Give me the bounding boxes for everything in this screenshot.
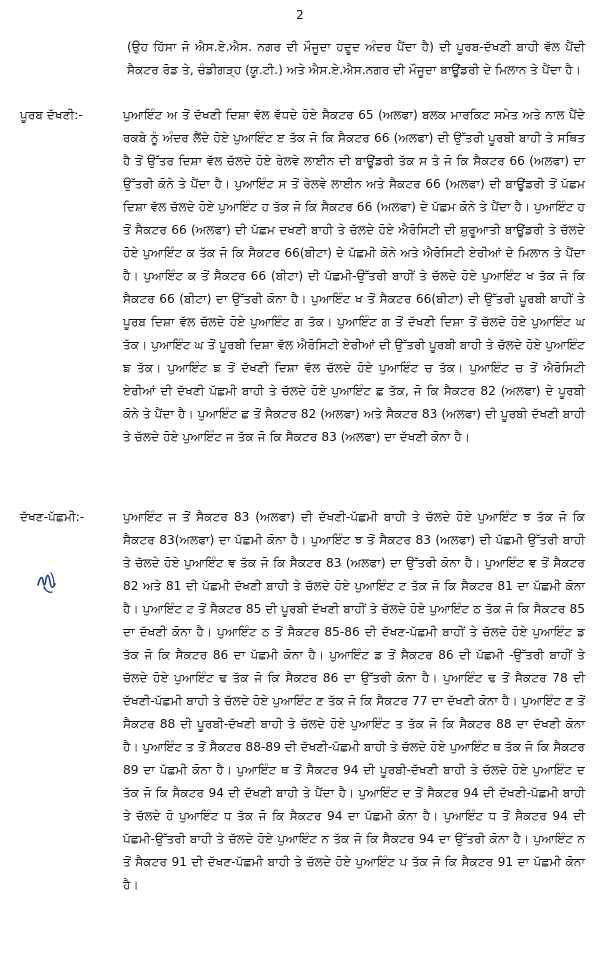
intro-paragraph	[20, 36, 585, 82]
southwest-boundary-label: ਦੱਖਣ-ਪੱਛਮੀ:-	[20, 510, 85, 524]
east-boundary-section	[20, 104, 585, 449]
intro-text: (ਉਹ ਹਿੱਸਾ ਜੋ ਐਸ.ਏ.ਐਸ. ਨਗਰ ਦੀ ਮੌਜੂਦਾ ਹਦੂਦ ਅੰਦਰ ਪੈਂਦਾ ਹੈ) ਦੀ ਪੂਰਬ-ਦੱਖਣੀ ਬਾਹੀ ਵੱਲ ਪੈਂਦੀ ਸੈਕਟਰ ਰੋਡ ਤੇ, ਚੰਡੀਗੜ੍ਹ (ਯੂ.ਟੀ.) ਅਤੇ ਐਸ.ਏ.ਐਸ.ਨਗਰ ਦੀ ਮੌਜੂਦਾ ਬਾਊਂਡਰੀ ਦੇ ਮਿਲਾਨ ਤੇ ਪੈਂਦਾ ਹੈ।	[127, 40, 585, 77]
signature-mark	[34, 567, 58, 597]
east-boundary-label: ਪੂਰਬ ਦੱਖਣੀ:-	[20, 108, 83, 122]
southwest-boundary-section	[20, 506, 585, 897]
page-number: 2	[296, 8, 304, 22]
east-boundary-text: ਪੁਆਇੰਟ ਅ ਤੋਂ ਦੱਖਣੀ ਦਿਸ਼ਾ ਵੱਲ ਵੱਧਦੇ ਹੋਏ ਸੈਕਟਰ 65 (ਅਲਫਾ) ਬਲਕ ਮਾਰਕਿਟ ਸਮੇਤ ਅਤੇ ਨਾਲ ਪੈਂਦੇ ਰਕਬੇ ਨੂੰ ਅੰਦਰ ਲੈਂਦੇ ਹੋਏ ਪੁਆਇੰਟ ੲ ਤੱਕ ਜੋ ਕਿ ਸੈਕਟਰ 66 (ਅਲਫਾ) ਦੀ ਉੱਤਰੀ ਪੂਰਬੀ ਬਾਹੀ ਤੇ ਸਥਿਤ ਹੈ ਤੋਂ ਉੱਤਰ ਦਿਸ਼ਾ ਵੱਲ ਚੱਲਦੇ ਹੋਏ ਰੇਲਵੇ ਲਾਈਨ ਦੀ ਬਾਊਂਡਰੀ ਤੱਕ ਸ ਤੇ ਜੋ ਕਿ ਸੈਕਟਰ 66 (ਅਲਫਾ) ਦਾ ਉੱਤਰੀ ਕੋਨੇ ਤੇ ਪੈਂਦਾ ਹੈ। ਪੁਆਇੰਟ ਸ ਤੋਂ ਰੇਲਵੇ ਲਾਈਨ ਅਤੇ ਸੈਕਟਰ 66 (ਅਲਫਾ) ਦੀ ਬਾਊਂਡਰੀ ਤੋਂ ਪੱਛਮ ਦਿਸ਼ਾ ਵੱਲ ਚੱਲਦੇ ਹੋਏ ਪੁਆਇੰਟ ਹ ਤੱਕ ਜੋ ਕਿ ਸੈਕਟਰ 66 (ਅਲਫਾ) ਦੇ ਪੱਛਮ ਕੋਨੇ ਤੇ ਪੈਂਦਾ ਹੈ। ਪੁਆਇੰਟ ਹ ਤੋਂ ਸੈਕਟਰ 66 (ਅਲਫਾ) ਦੀ ਪੱਛਮ ਦਖਣੀ ਬਾਹੀ ਤੇ ਚੱਲਦੇ ਹੋਏ ਐਰੋਸਿਟੀ ਦੀ ਸ਼ੁਰੂਆਤੀ ਬਾਊਂਡਰੀ ਤੇ ਚੱਲਦੇ ਹੋਏ ਪੁਆਇੰਟ ਕ ਤੱਕ ਜੋ ਕਿ ਸੈਕਟਰ 66(ਬੀਟਾ) ਦੇ ਪੱਛਮੀ ਕੋਨੇ ਅਤੇ ਐਰੋਸਿਟੀ ਏਰੀਆਂ ਦੇ ਮਿਲਾਨ ਤੇ ਪੈਂਦਾ ਹੈ। ਪੁਆਇੰਟ ਕ ਤੋਂ ਸੈਕਟਰ 66 (ਬੀਟਾ) ਦੀ ਪੱਛਮੀ-ਉੱਤਰੀ ਬਾਹੀਂ ਤੇ ਚੱਲਦੇ ਹੋਏ ਪੁਆਇੰਟ ਖ ਤੱਕ ਜੋ ਕਿ ਸੈਕਟਰ 66 (ਬੀਟਾ) ਦਾ ਉੱਤਰੀ ਕੋਨਾ ਹੈ। ਪੁਆਇੰਟ ਖ ਤੋਂ ਸੈਕਟਰ 66(ਬੀਟਾ) ਦੀ ਉੱਤਰੀ ਪੂਰਬੀ ਬਾਹੀਂ ਤੇ ਪੂਰਬ ਦਿਸ਼ਾ ਵੱਲ ਚੱਲਦੇ ਹੋਏ ਪੁਆਇੰਟ ਗ ਤੱਕ। ਪੁਆਇੰਟ ਗ ਤੋਂ ਦੱਖਣੀ ਦਿਸ਼ਾ ਤੋਂ ਚੱਲਦੇ ਹੋਏ ਪੁਆਇੰਟ ਘ ਤੱਕ। ਪੁਆਇੰਟ ਘ ਤੋਂ ਪੂਰਬੀ ਦਿਸ਼ਾ ਵੱਲ ਐਰੋਸਿਟੀ ਏਰੀਆਂ ਦੀ ਉੱਤਰੀ ਪੂਰਬੀ ਬਾਹੀ ਤੇ ਚੱਲਦੇ ਹੋਏ ਪੁਆਇੰਟ ਙ ਤੱਕ। ਪੁਆਇੰਟ ਙ ਤੋਂ ਦੱਖਣੀ ਦਿਸ਼ਾ ਵੱਲ ਚੱਲਦੇ ਹੋਏ ਪੁਆਇੰਟ ਚ ਤੱਕ। ਪੁਆਇੰਟ ਚ ਤੋਂ ਐਰੋਸਿਟੀ ਏਰੀਆਂ ਦੀ ਦੱਖਣੀ ਪੱਛਮੀ ਬਾਹੀ ਤੇ ਚੱਲਦੇ ਹੋਏ ਪੁਆਇੰਟ ਛ ਤੱਕ, ਜੋ ਕਿ ਸੈਕਟਰ 82 (ਅਲਫਾ) ਦੇ ਪੂਰਬੀ ਕੋਨੇ ਤੇ ਪੈਂਦਾ ਹੈ। ਪੁਆਇੰਟ ਛ ਤੋਂ ਸੈਕਟਰ 82 (ਅਲਫਾ) ਅਤੇ ਸੈਕਟਰ 83 (ਅਲਫਾ) ਦੀ ਪੂਰਬੀ ਦੱਖਣੀ ਬਾਹੀ ਤੇ ਚੱਲਦੇ ਹੋਏ ਪੁਆਇੰਟ ਜ ਤੱਕ ਜੋ ਕਿ ਸੈਕਟਰ 83 (ਅਲਫਾ) ਦਾ ਦੱਖਣੀ ਕੋਨਾ ਹੈ।	[123, 108, 585, 444]
southwest-boundary-text: ਪੁਆਇੰਟ ਜ ਤੋਂ ਸੈਕਟਰ 83 (ਅਲਫਾ) ਦੀ ਦੱਖਣੀ-ਪੱਛਮੀ ਬਾਹੀ ਤੇ ਚੱਲਦੇ ਹੋਏ ਪੁਆਇੰਟ ਝ ਤੱਕ ਜੋ ਕਿ ਸੈਕਟਰ 83(ਅਲਫਾ) ਦਾ ਪੱਛਮੀ ਕੋਨਾ ਹੈ। ਪੁਆਇੰਟ ਝ ਤੋਂ ਸੈਕਟਰ 83 (ਅਲਫਾ) ਦੀ ਪੱਛਮੀ ਉੱਤਰੀ ਬਾਹੀ ਤੇ ਚੱਲਦੇ ਹੋਏ ਪੁਆਇੰਟ ਞ ਤੱਕ ਜੋ ਕਿ ਸੈਕਟਰ 83 (ਅਲਫਾ) ਦਾ ਉੱਤਰੀ ਕੋਨਾ ਹੈ। ਪੁਆਇੰਟ ਞ ਤੋਂ ਸੈਕਟਰ 82 ਅਤੇ 81 ਦੀ ਪੱਛਮੀ ਦੱਖਣੀ ਬਾਹੀ ਤੇ ਚੱਲਦੇ ਹੋਏ ਪੁਆਇੰਟ ਟ ਤੱਕ ਜੋ ਕਿ ਸੈਕਟਰ 81 ਦਾ ਪੱਛਮੀ ਕੋਨਾ ਹੈ। ਪੁਆਇੰਟ ਟ ਤੋਂ ਸੈਕਟਰ 85 ਦੀ ਪੂਰਬੀ ਦੱਖਣੀ ਬਾਹੀਂ ਤੇ ਚੱਲਦੇ ਹੋਏ ਪੁਆਇੰਟ ਠ ਤੱਕ ਜੋ ਕਿ ਸੈਕਟਰ 85 ਦਾ ਦੱਖਣੀ ਕੋਨਾ ਹੈ। ਪੁਆਇੰਟ ਠ ਤੋਂ ਸੈਕਟਰ 85-86 ਦੀ ਦੱਖਣ-ਪੱਛਮੀ ਬਾਹੀਂ ਤੇ ਚੱਲਦੇ ਹੋਏ ਪੁਆਇੰਟ ਡ ਤੱਕ ਜੋ ਕਿ ਸੈਕਟਰ 86 ਦਾ ਪੱਛਮੀ ਕੋਨਾ ਹੈ। ਪੁਆਇੰਟ ਡ ਤੋਂ ਸੈਕਟਰ 86 ਦੀ ਪੱਛਮੀ -ਉੱਤਰੀ ਬਾਹੀਂ ਤੇ ਚੱਲਦੇ ਹੋਏ ਪੁਆਇੰਟ ਢ ਤੱਕ ਜੋ ਕਿ ਸੈਕਟਰ 86 ਦਾ ਉੱਤਰੀ ਕੋਨਾ ਹੈ। ਪੁਆਇੰਟ ਢ ਤੋਂ ਸੈਕਟਰ 78 ਦੀ ਦੱਖਣੀ-ਪੱਛਮੀ ਬਾਹੀ ਤੇ ਚੱਲਦੇ ਹੋਏ ਪੁਆਇੰਟ ਣ ਤੱਕ ਜੋ ਕਿ ਸੈਕਟਰ 77 ਦਾ ਦੱਖਣੀ ਕੋਨਾ ਹੈ। ਪੁਆਇੰਟ ਣ ਤੋਂ ਸੈਕਟਰ 88 ਦੀ ਪੂਰਬੀ-ਦੱਖਣੀ ਬਾਹੀ ਤੇ ਚੱਲਦੇ ਹੋਏ ਪੁਆਇੰਟ ਤ ਤੱਕ ਜੋ ਕਿ ਸੈਕਟਰ 88 ਦਾ ਦੱਖਣੀ ਕੋਨਾ ਹੈ। ਪੁਆਇੰਟ ਤ ਤੋਂ ਸੈਕਟਰ 88-89 ਦੀ ਦੱਖਣੀ-ਪੱਛਮੀ ਬਾਹੀ ਤੇ ਚੱਲਦੇ ਹੋਏ ਪੁਆਇੰਟ ਥ ਤੱਕ ਜੋ ਕਿ ਸੈਕਟਰ 89 ਦਾ ਪੱਛਮੀ ਕੋਨਾ ਹੈ। ਪੁਆਇੰਟ ਥ ਤੋਂ ਸੈਕਟਰ 94 ਦੀ ਪੂਰਬੀ-ਦੱਖਣੀ ਬਾਹੀ ਤੇ ਚੱਲਦੇ ਹੋਏ ਪੁਆਇੰਟ ਦ ਤੱਕ ਜੋ ਕਿ ਸੈਕਟਰ 94 ਦੀ ਦੱਖਣੀ ਬਾਹੀ ਤੇ ਪੈਂਦਾ ਹੈ। ਪੁਆਇੰਟ ਦ ਤੋਂ ਸੈਕਟਰ 94 ਦੀ ਦੱਖਣੀ-ਪੱਛਮੀ ਬਾਹੀ ਤੇ ਚੱਲਦੇ ਹੋ ਪੁਆਇੰਟ ਧ ਤੱਕ ਜੋ ਕਿ ਸੈਕਟਰ 94 ਦਾ ਪੱਛਮੀ ਕੋਨਾ ਹੈ। ਪੁਆਇੰਟ ਧ ਤੋਂ ਸੈਕਟਰ 94 ਦੀ ਪੱਛਮੀ-ਉੱਤਰੀ ਬਾਹੀ ਤੇ ਚੱਲਦੇ ਹੋਏ ਪੁਆਇੰਟ ਨ ਤੱਕ ਜੋ ਕਿ ਸੈਕਟਰ 94 ਦਾ ਉੱਤਰੀ ਕੋਨਾ ਹੈ। ਪੁਆਇੰਟ ਨ ਤੋਂ ਸੈਕਟਰ 91 ਦੀ ਦੱਖਣ-ਪੱਛਮੀ ਬਾਹੀ ਤੇ ਚੱਲਦੇ ਹੋਏ ਪੁਆਇੰਟ ਪ ਤੱਕ ਜੋ ਕਿ ਸੈਕਟਰ 91 ਦਾ ਪੱਛਮੀ ਕੋਨਾ ਹੈ।	[123, 510, 585, 892]
